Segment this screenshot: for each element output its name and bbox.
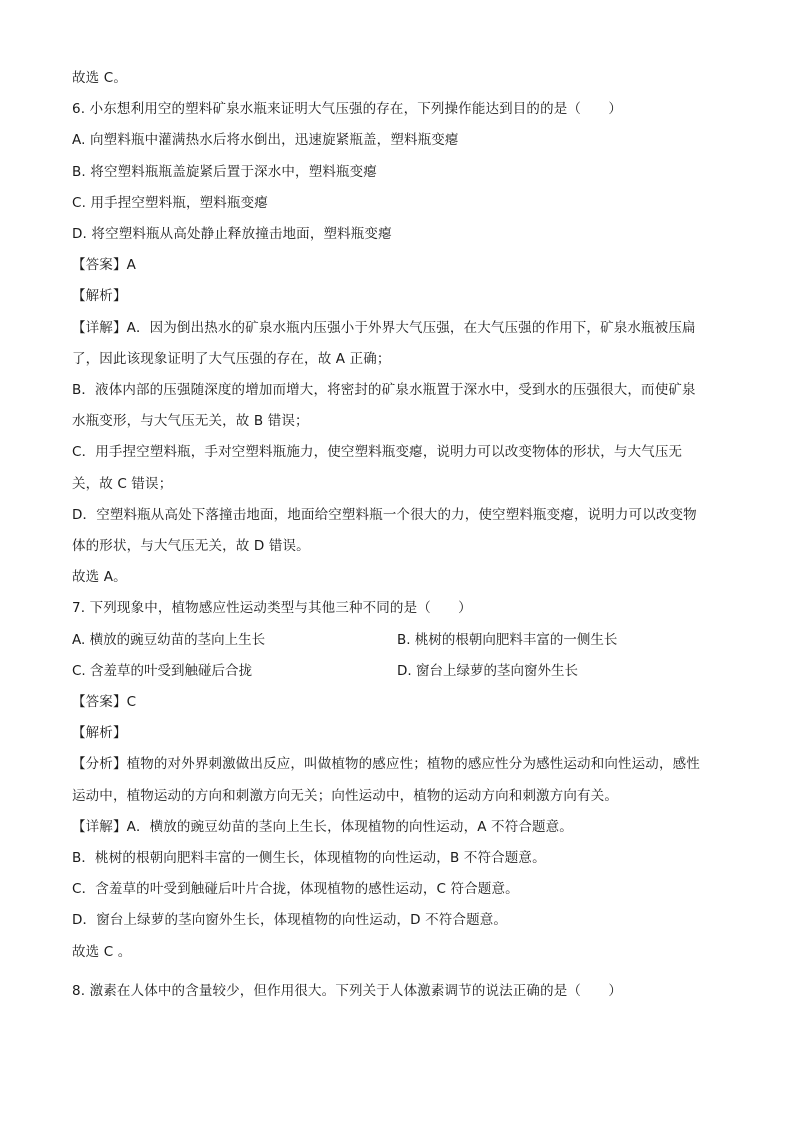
text-line: C．用手捏空塑料瓶，手对空塑料瓶施力，使空塑料瓶变瘪，说明力可以改变物体的形状，与大气压无: [72, 444, 683, 461]
question-7-options-row: [72, 625, 722, 656]
question-7-option-c: C. 含羞草的叶受到触碰后合拢: [72, 662, 253, 679]
question-8-stem: 8. 激素在人体中的含量较少，但作用很大。下列关于人体激素调节的说法正确的是（ ）: [72, 982, 622, 999]
text-line: 运动中，植物运动的方向和刺激方向无关；向性运动中，植物的运动方向和刺激方向有关。: [72, 787, 618, 804]
text-line: C．含羞草的叶受到触碰后叶片合拢，体现植物的感性运动，C 符合题意。: [72, 881, 519, 898]
question-6-option-d: D. 将空塑料瓶从高处静止释放撞击地面，塑料瓶变瘪: [72, 226, 392, 243]
question-6-stem: 6. 小东想利用空的塑料矿泉水瓶来证明大气压强的存在，下列操作能达到目的的是（ ）: [72, 101, 622, 118]
question-7-conclusion: 故选 C 。: [72, 943, 132, 960]
text-line: B．液体内部的压强随深度的增加而增大，将密封的矿泉水瓶置于深水中，受到水的压强很大，而使矿泉: [72, 382, 696, 399]
text-line: 水瓶变形，与大气压无关，故 B 错误；: [72, 413, 309, 430]
text-line: 【详解】A．因为倒出热水的矿泉水瓶内压强小于外界大气压强，在大气压强的作用下，矿泉水瓶被压扁: [72, 319, 696, 336]
question-6-analysis-heading: 【解析】: [72, 288, 127, 305]
text-line: 体的形状，与大气压无关，故 D 错误。: [72, 538, 310, 555]
text-line: 故选 C。: [72, 70, 127, 86]
text-line: 关，故 C 错误；: [72, 475, 173, 492]
page-content: [72, 63, 722, 1007]
text-line: 了，因此该现象证明了大气压强的存在，故 A 正确；: [72, 350, 391, 367]
question-7-options-row: [72, 656, 722, 687]
question-7-option-d: D. 窗台上绿萝的茎向窗外生长: [397, 662, 578, 679]
question-6-conclusion: 故选 A。: [72, 569, 127, 586]
question-7-option-b: B. 桃树的根朝向肥料丰富的一侧生长: [397, 631, 618, 648]
question-6-answer: 【答案】A: [72, 257, 136, 274]
text-line: 【分析】植物的对外界刺激做出反应，叫做植物的感应性；植物的感应性分为感性运动和向性运动，感性: [72, 756, 700, 773]
question-6-option-c: C. 用手捏空塑料瓶，塑料瓶变瘪: [72, 194, 268, 211]
question-7-stem: 7. 下列现象中，植物感应性运动类型与其他三种不同的是（ ）: [72, 600, 472, 617]
text-line: D．空塑料瓶从高处下落撞击地面，地面给空塑料瓶一个很大的力，使空塑料瓶变瘪，说明力可以改变物: [72, 506, 697, 523]
question-6-option-a: A. 向塑料瓶中灌满热水后将水倒出，迅速旋紧瓶盖，塑料瓶变瘪: [72, 132, 459, 149]
question-7-analysis-heading: 【解析】: [72, 725, 127, 742]
text-line: 【详解】A．横放的豌豆幼苗的茎向上生长，体现植物的向性运动，A 不符合题意。: [72, 818, 573, 835]
text-line: D．窗台上绿萝的茎向窗外生长，体现植物的向性运动，D 不符合题意。: [72, 912, 508, 929]
text-line: B．桃树的根朝向肥料丰富的一侧生长，体现植物的向性运动，B 不符合题意。: [72, 850, 546, 867]
question-6-option-b: B. 将空塑料瓶瓶盖旋紧后置于深水中，塑料瓶变瘪: [72, 163, 377, 180]
question-7-option-a: A. 横放的豌豆幼苗的茎向上生长: [72, 631, 266, 648]
question-7-answer: 【答案】C: [72, 694, 137, 711]
